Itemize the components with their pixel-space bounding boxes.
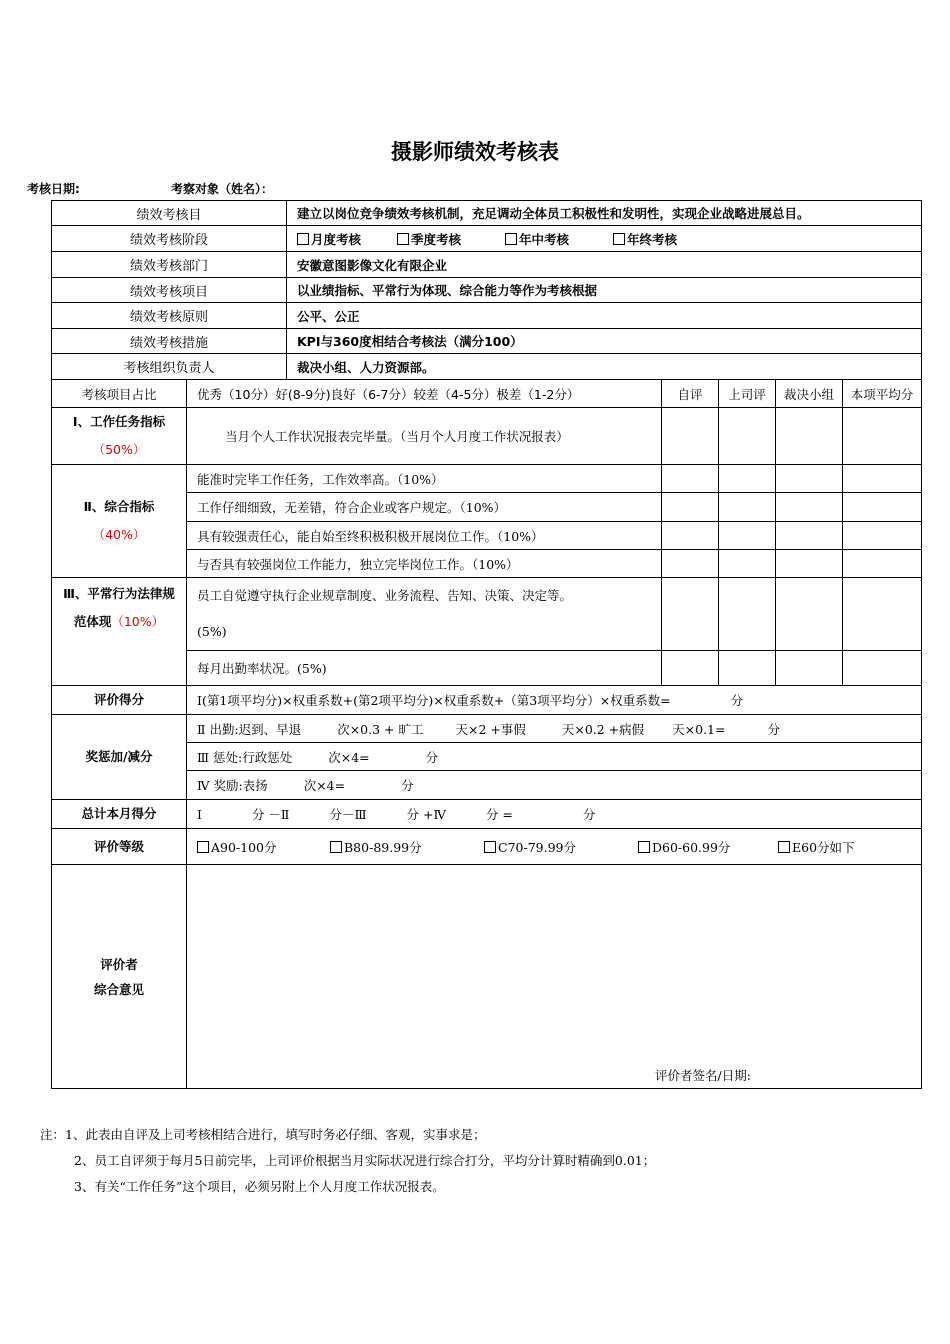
self-score-cell[interactable] xyxy=(662,550,719,578)
info-label: 绩效考核部门 xyxy=(52,252,287,278)
signature-date-label: 评价者签名/日期: xyxy=(655,1068,751,1083)
grade-row xyxy=(52,829,922,865)
table-row xyxy=(52,408,922,465)
checkbox-icon[interactable] xyxy=(330,841,342,853)
checkbox-icon[interactable] xyxy=(397,233,409,245)
boss-score-cell[interactable] xyxy=(719,408,776,465)
boss-score-cell[interactable] xyxy=(719,465,776,493)
total-label: 总计本月得分 xyxy=(52,800,187,829)
boss-score-cell[interactable] xyxy=(719,651,776,686)
checkbox-icon[interactable] xyxy=(505,233,517,245)
criterion-text: 能准时完毕工作任务，工作效率高。（10%） xyxy=(187,465,662,493)
grade-option[interactable]: C70-79.99分 xyxy=(484,838,638,856)
checkbox-icon[interactable] xyxy=(778,841,790,853)
self-score-cell[interactable] xyxy=(662,578,719,651)
grade-option[interactable]: A90-100分 xyxy=(197,838,330,856)
boss-score-cell[interactable] xyxy=(719,550,776,578)
grade-option[interactable]: E60分如下 xyxy=(778,840,855,855)
average-score-cell[interactable] xyxy=(843,493,922,522)
stage-option[interactable]: 月度考核 xyxy=(297,230,397,248)
info-value: 以业绩指标、平常行为体现、综合能力等作为考核根据 xyxy=(287,278,922,303)
stage-option[interactable]: 季度考核 xyxy=(397,230,505,248)
panel-score-cell[interactable] xyxy=(776,651,843,686)
info-value: 裁决小组、人力资源部。 xyxy=(287,354,922,380)
stage-option[interactable]: 年终考核 xyxy=(613,230,677,248)
checkbox-icon[interactable] xyxy=(613,233,625,245)
criterion-text: 与否具有较强岗位工作能力，独立完毕岗位工作。（10%） xyxy=(187,550,662,578)
section-task: Ⅰ、工作任务指标 （50%） xyxy=(52,408,187,465)
table-row xyxy=(52,465,922,493)
checkbox-icon[interactable] xyxy=(197,841,209,853)
criterion-text: 当月个人工作状况报表完毕量。（当月个人月度工作状况报表） xyxy=(187,408,662,465)
stage-option[interactable]: 年中考核 xyxy=(505,230,613,248)
adjust-row xyxy=(52,715,922,743)
boss-score-cell[interactable] xyxy=(719,493,776,522)
average-score-cell[interactable] xyxy=(843,578,922,651)
self-score-cell[interactable] xyxy=(662,522,719,550)
opinion-label: 评价者 综合意见 xyxy=(52,865,187,1089)
header-average: 本项平均分 xyxy=(843,380,922,408)
criterion-text: 员工自觉遵守执行企业规章制度、业务流程、告知、决策、决定等。 (5%) xyxy=(187,578,662,651)
adjust-label: 奖惩加/减分 xyxy=(52,715,187,800)
info-label: 绩效考核目 xyxy=(52,201,287,226)
section-comprehensive: Ⅱ、综合指标 （40%） xyxy=(52,465,187,578)
note-line: 2、员工自评须于每月5日前完毕，上司评价根据当月实际状况进行综合打分，平均分计算时精确到0.01； xyxy=(74,1153,656,1168)
total-row xyxy=(52,800,922,829)
info-row xyxy=(52,303,922,329)
info-row xyxy=(52,201,922,226)
average-score-cell[interactable] xyxy=(843,522,922,550)
self-score-cell[interactable] xyxy=(662,651,719,686)
opinion-row xyxy=(52,865,922,1089)
panel-score-cell[interactable] xyxy=(776,408,843,465)
evaluation-table xyxy=(51,379,922,1089)
panel-score-cell[interactable] xyxy=(776,522,843,550)
attendance-formula: Ⅱ 出勤:迟到、早退 次×0.3 + 旷工 天×2 +事假 天×0.2 +病假 天×0.1= 分 xyxy=(187,715,922,743)
total-formula: Ⅰ 分 －Ⅱ 分－Ⅲ 分 +Ⅳ 分 = 分 xyxy=(187,800,922,829)
info-value: 安徽意图影像文化有限企业 xyxy=(287,252,922,278)
panel-score-cell[interactable] xyxy=(776,550,843,578)
info-label: 绩效考核项目 xyxy=(52,278,287,303)
grade-option[interactable]: D60-60.99分 xyxy=(638,838,778,856)
page-title: 摄影师绩效考核表 xyxy=(391,140,559,164)
table-row xyxy=(52,578,922,651)
note-line: 注：1、此表由自评及上司考核相结合进行，填写时务必仔细、客观，实事求是； xyxy=(40,1127,486,1142)
score-formula: Ⅰ(第1项平均分)×权重系数+(第2项平均分)×权重系数+（第3项平均分）×权重系数= 分 xyxy=(187,686,922,715)
panel-score-cell[interactable] xyxy=(776,493,843,522)
section-behavior: Ⅲ、平常行为法律规 范体现（10%） xyxy=(52,578,187,686)
panel-score-cell[interactable] xyxy=(776,578,843,651)
self-score-cell[interactable] xyxy=(662,408,719,465)
average-score-cell[interactable] xyxy=(843,651,922,686)
criterion-text: 具有较强责任心，能自始至终积极积极开展岗位工作。（10%） xyxy=(187,522,662,550)
checkbox-icon[interactable] xyxy=(638,841,650,853)
info-row xyxy=(52,278,922,303)
info-row xyxy=(52,226,922,252)
eval-header-row xyxy=(52,380,922,408)
boss-score-cell[interactable] xyxy=(719,522,776,550)
average-score-cell[interactable] xyxy=(843,465,922,493)
panel-score-cell[interactable] xyxy=(776,465,843,493)
criterion-text: 每月出勤率状况。(5%) xyxy=(187,651,662,686)
grade-option[interactable]: B80-89.99分 xyxy=(330,838,484,856)
checkbox-icon[interactable] xyxy=(297,233,309,245)
criterion-text: 工作仔细细致，无差错，符合企业或客户规定。（10%） xyxy=(187,493,662,522)
info-row xyxy=(52,354,922,380)
info-value: KPI与360度相结合考核法（满分100） xyxy=(287,329,922,354)
review-object-label: 考察对象（姓名）： xyxy=(171,182,274,196)
info-row xyxy=(52,252,922,278)
note-line: 3、有关“工作任务”这个项目，必须另附上个人月度工作状况报表。 xyxy=(74,1179,445,1194)
header-item-ratio: 考核项目占比 xyxy=(52,380,187,408)
header-panel: 裁决小组 xyxy=(776,380,843,408)
grade-label: 评价等级 xyxy=(52,829,187,865)
info-label: 绩效考核阶段 xyxy=(52,226,287,252)
boss-score-cell[interactable] xyxy=(719,578,776,651)
grade-options xyxy=(187,829,922,865)
score-row xyxy=(52,686,922,715)
header-boss: 上司评 xyxy=(719,380,776,408)
checkbox-icon[interactable] xyxy=(484,841,496,853)
self-score-cell[interactable] xyxy=(662,493,719,522)
info-label: 绩效考核原则 xyxy=(52,303,287,329)
info-label: 考核组织负责人 xyxy=(52,354,287,380)
opinion-area[interactable] xyxy=(187,865,922,1089)
notes xyxy=(40,1122,655,1200)
info-value: 公平、公正 xyxy=(287,303,922,329)
info-label: 绩效考核措施 xyxy=(52,329,287,354)
info-row xyxy=(52,329,922,354)
average-score-cell[interactable] xyxy=(843,408,922,465)
review-date-label: 考核日期: xyxy=(27,182,80,196)
info-table xyxy=(51,200,922,380)
info-value: 建立以岗位竞争绩效考核机制，充足调动全体员工积极性和发明性，实现企业战略进展总目。 xyxy=(287,201,922,226)
penalty-formula: Ⅲ 惩处:行政惩处 次×4= 分 xyxy=(187,743,922,771)
score-label: 评价得分 xyxy=(52,686,187,715)
header-score-scale: 优秀（10分）好(8-9分)良好（6-7分）较差（4-5分）极差（1-2分） xyxy=(187,380,662,408)
header-self: 自评 xyxy=(662,380,719,408)
reward-formula: Ⅳ 奖励:表扬 次×4= 分 xyxy=(187,771,922,800)
self-score-cell[interactable] xyxy=(662,465,719,493)
average-score-cell[interactable] xyxy=(843,550,922,578)
stage-options xyxy=(287,226,922,252)
